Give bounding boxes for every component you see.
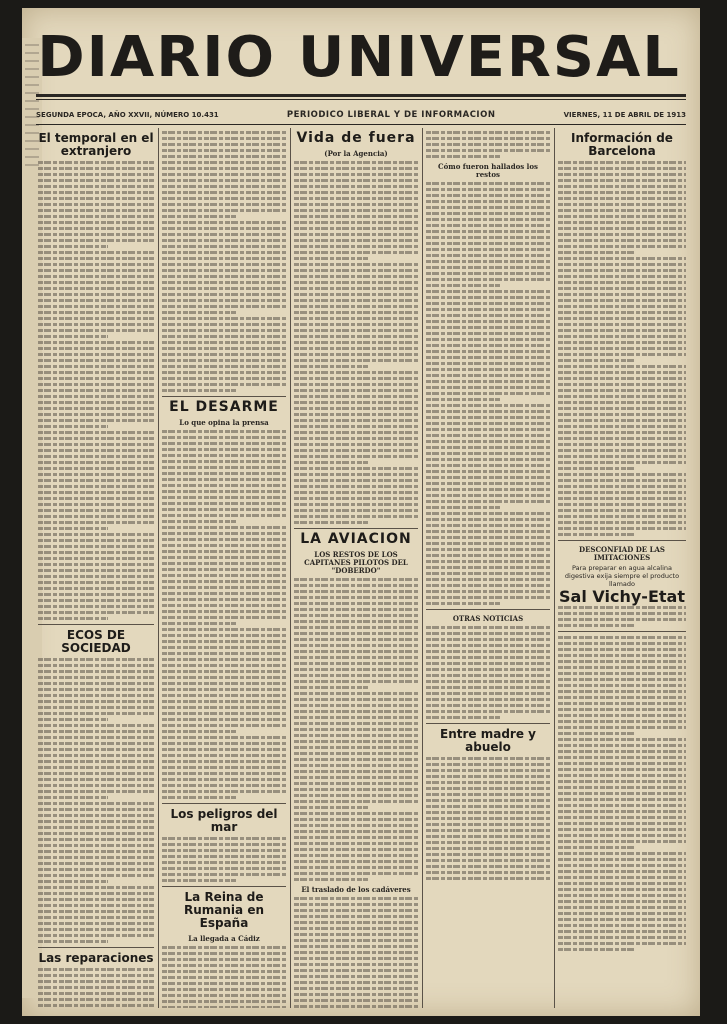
masthead-rule-thin: [36, 99, 686, 100]
separator: [294, 528, 418, 529]
subhead-prensa: Lo que opina la prensa: [179, 418, 269, 427]
article-text: [294, 578, 418, 881]
subhead-pilotos: LOS RESTOS DE LOS CAPITANES PILOTOS DEL "DOBERDO": [304, 550, 408, 575]
column-5: [558, 128, 686, 1008]
tagline: PERIODICO LIBERAL Y DE INFORMACION: [286, 110, 496, 120]
ad-warning: DESCONFIAD DE LAS IMITACIONES: [579, 545, 665, 562]
separator: [558, 540, 686, 541]
article-text: [162, 430, 286, 799]
headline-reparaciones: Las reparaciones: [38, 951, 154, 965]
headline-temporal: El temporal en el extranjero: [38, 131, 154, 158]
separator: [162, 803, 286, 804]
article-text: [426, 757, 550, 880]
headline-peligros-mar: Los peligros del mar: [170, 807, 278, 834]
separator: [162, 886, 286, 887]
column-rule: [290, 128, 291, 1008]
ad-brand: Sal Vichy-Etat: [559, 587, 685, 606]
headline-otras-noticias: OTRAS NOTICIAS: [452, 614, 524, 623]
headline-aviacion: LA AVIACION: [300, 531, 412, 547]
column-2: [162, 128, 286, 1008]
subhead-restos: Cómo fueron hallados los restos: [438, 162, 538, 179]
headline-vida-fuera: Vida de fuera: [296, 130, 416, 146]
separator: [38, 624, 154, 625]
headline-desarme: EL DESARME: [169, 399, 279, 415]
masthead-rule: [36, 94, 686, 97]
article-text: [38, 658, 154, 943]
ad-body: [558, 606, 686, 627]
header-bottom-rule: [36, 124, 686, 125]
headline-madre-abuelo: Entre madre y abuelo: [440, 727, 536, 754]
article-text: [294, 897, 418, 1008]
separator: [426, 609, 550, 610]
column-rule: [554, 128, 555, 1008]
masthead: DIARIO UNIVERSAL: [37, 25, 681, 90]
newspaper-page: [22, 8, 700, 1016]
subhead-traslado: El traslado de los cadáveres: [301, 885, 411, 894]
separator: [426, 723, 550, 724]
headline-barcelona: Información de Barcelona: [571, 131, 673, 158]
subhead-agencia: (Por la Agencia): [324, 149, 388, 158]
issue-date: VIERNES, 11 DE ABRIL DE 1913: [563, 111, 686, 119]
separator: [38, 947, 154, 948]
separator: [162, 396, 286, 397]
article-text: [558, 636, 686, 951]
column-1: [38, 128, 154, 1008]
headline-reina-rumania: La Reina de Rumania en España: [184, 890, 264, 930]
article-text: [426, 131, 550, 158]
column-rule: [158, 128, 159, 1008]
article-text: [426, 626, 550, 719]
article-text: [162, 837, 286, 882]
article-text: [162, 946, 286, 1008]
article-text: [38, 968, 154, 1008]
article-text: [294, 161, 418, 524]
subhead-llegada: La llegada a Cádiz: [188, 934, 260, 943]
column-rule: [422, 128, 423, 1008]
ad-text: Para preparar en agua alcalina digestiva exija siempre el producto llamado: [564, 564, 680, 588]
edition-info: SEGUNDA EPOCA, AÑO XXVII, NÚMERO 10.431: [36, 111, 219, 119]
separator: [558, 631, 686, 632]
article-text: [426, 182, 550, 605]
article-text: [38, 161, 154, 620]
column-4: [426, 128, 550, 1008]
column-3: [294, 128, 418, 1008]
article-text: [558, 161, 686, 536]
article-text: [162, 131, 286, 392]
headline-ecos-sociedad: ECOS DE SOCIEDAD: [61, 628, 131, 655]
dateline: [36, 108, 686, 122]
